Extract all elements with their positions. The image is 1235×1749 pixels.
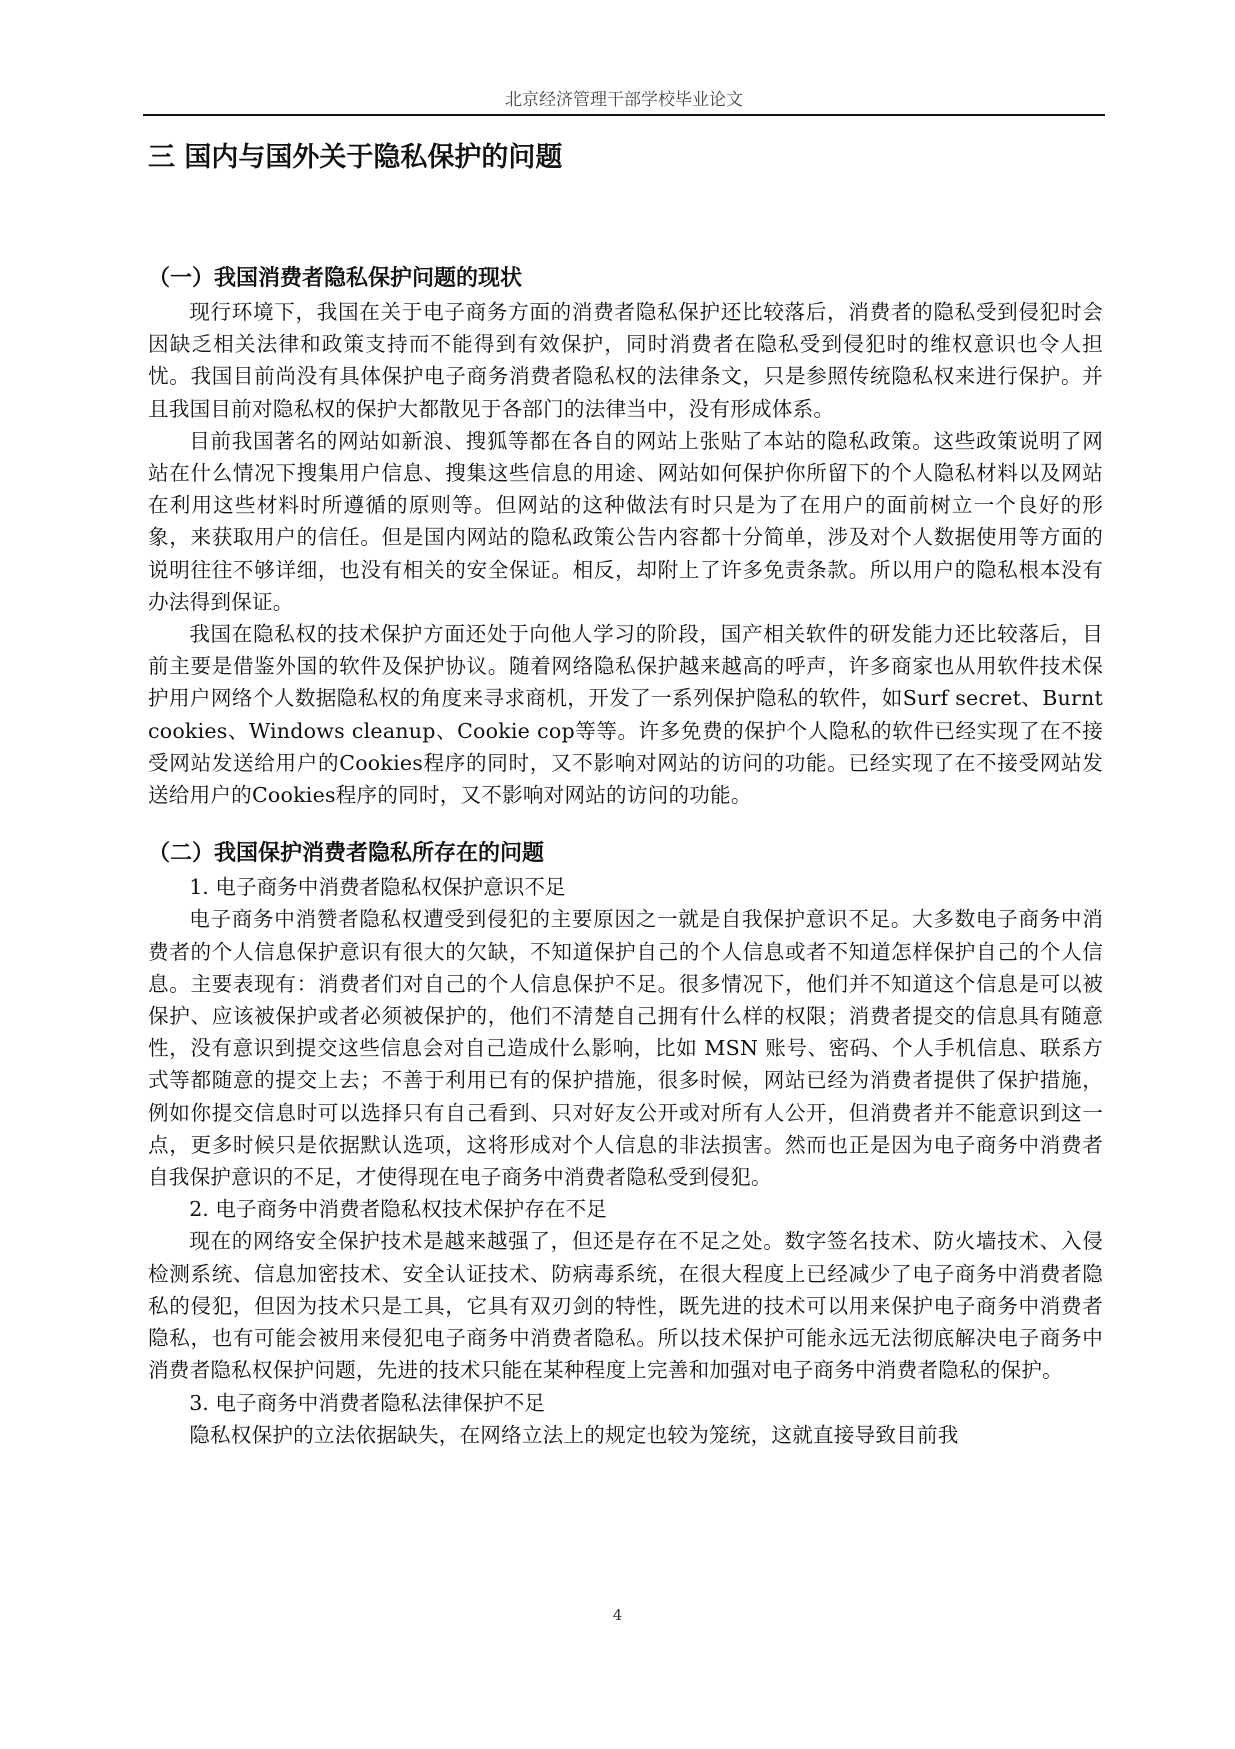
page-body — [148, 262, 1103, 1451]
section-gap — [148, 811, 1103, 837]
body-paragraph: 电子商务中消赞者隐私权遭受到侵犯的主要原因之一就是自我保护意识不足。大多数电子商务中消费者的个人信息保护意识有很大的欠缺，不知道保护自己的个人信息或者不知道怎样保护自己的个人信息。主要表现有：消费者们对自己的个人信息保护不足。很多情况下，他们并不知道这个信息是可以被保护、应该被保护或者必须被保护的，他们不清楚自己拥有什么样的权限；消费者提交的信息具有随意性，没有意识到提交这些信息会对自己造成什么影响，比如 MSN 账号、密码、个人手机信息、联系方式等都随意的提交上去；不善于利用已有的保护措施，很多时候，网站已经为消费者提供了保护措施，例如你提交信息时可以选择只有自己看到、只对好友公开或对所有人公开，但消费者并不能意识到这一点，更多时候只是依据默认选项，这将形成对个人信息的非法损害。然而也正是因为电子商务中消费者自我保护意识的不足，才使得现在电子商务中消费者隐私受到侵犯。 — [148, 907, 1103, 1190]
section-heading-2: （二）我国保护消费者隐私所存在的问题 — [148, 841, 545, 867]
subsection-title: 1. 电子商务中消费者隐私权保护意识不足 — [189, 875, 566, 900]
body-paragraph: 现行环境下，我国在关于电子商务方面的消费者隐私保护还比较落后，消费者的隐私受到侵犯时会因缺乏相关法律和政策支持而不能得到有效保护，同时消费者在隐私受到侵犯时的维权意识也令人担忧。我国目前尚没有具体保护电子商务消费者隐私权的法律条文，只是参照传统隐私权来进行保护。并且我国目前对隐私权的保护大都散见于各部门的法律当中，没有形成体系。 — [148, 300, 1103, 421]
header-rule — [143, 114, 1105, 116]
subsection-title: 2. 电子商务中消费者隐私权技术保护存在不足 — [189, 1197, 607, 1222]
page-number: 4 — [612, 1606, 623, 1624]
body-paragraph: 我国在隐私权的技术保护方面还处于向他人学习的阶段，国产相关软件的研发能力还比较落后，目前主要是借鉴外国的软件及保护协议。随着网络隐私保护越来越高的呼声，许多商家也从用软件技术保护用户网络个人数据隐私权的角度来寻求商机，开发了一系列保护隐私的软件，如Surf secret、Burnt cookies、Windows cleanup、Cookie cop等等。许多免费的保护个人隐私的软件已经实现了在不接受网站发送给用户的Cookies程序的同时，又不影响对网站的访问的功能。已经实现了在不接受网站发送给用户的Cookies程序的同时，又不影响对网站的访问的功能。 — [148, 622, 1103, 808]
chapter-title: 三 国内与国外关于隐私保护的问题 — [148, 142, 563, 173]
running-header: 北京经济管理干部学校毕业论文 — [505, 90, 743, 110]
body-paragraph: 目前我国著名的网站如新浪、搜狐等都在各自的网站上张贴了本站的隐私政策。这些政策说明了网站在什么情况下搜集用户信息、搜集这些信息的用途、网站如何保护你所留下的个人隐私材料以及网站在利用这些材料时所遵循的原则等。但网站的这种做法有时只是为了在用户的面前树立一个良好的形象，来获取用户的信任。但是国内网站的隐私政策公告内容都十分简单，涉及对个人数据使用等方面的说明往往不够详细，也没有相关的安全保证。相反，却附上了许多免责条款。所以用户的隐私根本没有办法得到保证。 — [148, 428, 1103, 614]
subsection-title: 3. 电子商务中消费者隐私法律保护不足 — [189, 1390, 545, 1415]
body-paragraph: 隐私权保护的立法依据缺失，在网络立法上的规定也较为笼统，这就直接导致目前我 — [189, 1422, 959, 1447]
body-paragraph: 现在的网络安全保护技术是越来越强了，但还是存在不足之处。数字签名技术、防火墙技术、入侵检测系统、信息加密技术、安全认证技术、防病毒系统，在很大程度上已经减少了电子商务中消费者隐私的侵犯，但因为技术只是工具，它具有双刃剑的特性，既先进的技术可以用来保护电子商务中消费者隐私，也有可能会被用来侵犯电子商务中消费者隐私。所以技术保护可能永远无法彻底解决电子商务中消费者隐私权保护问题，先进的技术只能在某种程度上完善和加强对电子商务中消费者隐私的保护。 — [148, 1229, 1103, 1383]
section-heading-1: （一）我国消费者隐私保护问题的现状 — [148, 266, 523, 291]
